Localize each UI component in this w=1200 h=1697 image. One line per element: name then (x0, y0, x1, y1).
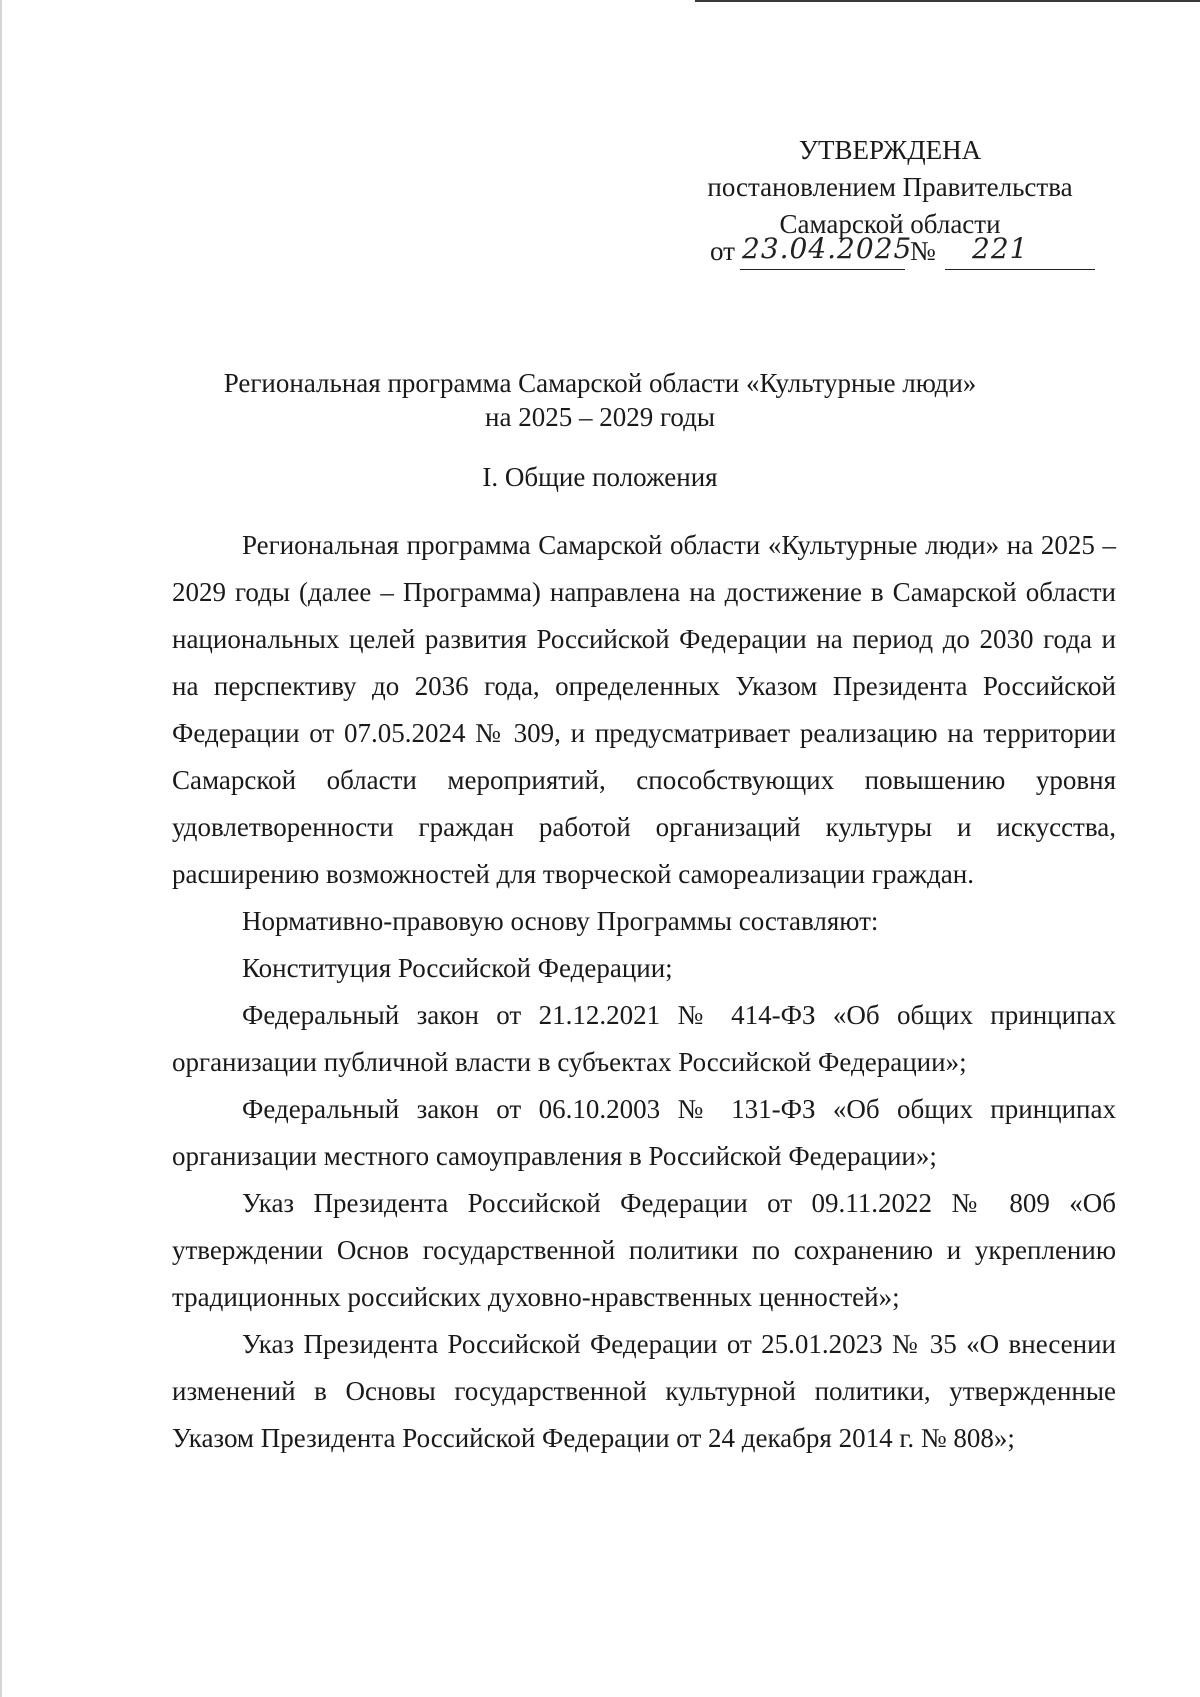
document-body (172, 522, 1116, 1462)
approval-stamp-block (680, 132, 1100, 243)
section-heading: I. Общие положения (482, 462, 718, 492)
paragraph-constitution: Конституция Российской Федерации; (242, 953, 673, 983)
paragraph-program-purpose: Региональная программа Самарской области «Культурные люди» на 2025 – 2029 годы (далее – Программа) направлена на достижение в Самарской области национальных целей развития Российской Федерации на период до 2030 года и на перспективу до 2036 года, определенных Указом Президента Российской Федерации от 07.05.2024 № 309, и предусматривает реализацию на территории Самарской области мероприятий, способствующих повышению уровня удовлетворенности граждан работой организаций культуры и искусства, расширению возможностей для творческой самореализации граждан. (172, 530, 1116, 889)
number-label: № (910, 236, 936, 266)
paragraph-decree-809: Указ Президента Российской Федерации от 09.11.2022 № 809 «Об утверждении Основ государственной политики по сохранению и укреплению традиционных российских духовно-нравственных ценностей»; (172, 1188, 1116, 1312)
date-underline (740, 269, 905, 270)
scan-left-edge (0, 0, 2, 1697)
handwritten-number: 221 (972, 232, 1029, 265)
paragraph-federal-law-131: Федеральный закон от 06.10.2003 № 131-ФЗ «Об общих принципах организации местного самоуправления в Российской Федерации»; (172, 1094, 1116, 1171)
approval-heading: УТВЕРЖДЕНА (798, 135, 982, 165)
handwritten-date: 23.04.2025 (742, 232, 913, 265)
paragraph-federal-law-414: Федеральный закон от 21.12.2021 № 414-ФЗ «Об общих принципах организации публичной власти в субъектах Российской Федерации»; (172, 1000, 1116, 1077)
approval-date-number-line (710, 232, 1100, 278)
number-underline (945, 269, 1095, 270)
from-label: от (710, 236, 735, 266)
paragraph-legal-basis-intro: Нормативно-правовую основу Программы составляют: (242, 906, 879, 936)
approval-region: Самарской области (779, 209, 1001, 239)
program-title-line-1: Региональная программа Самарской области «Культурные люди» (223, 368, 977, 398)
paragraph-decree-35: Указ Президента Российской Федерации от 25.01.2023 № 35 «О внесении изменений в Основы государственной культурной политики, утвержденные Указом Президента Российской Федерации от 24 декабря 2014 г. № 808»; (172, 1329, 1116, 1453)
program-title-line-2: на 2025 – 2029 годы (485, 402, 715, 432)
program-title (160, 366, 1040, 434)
top-edge-rule (695, 0, 1200, 2)
approval-issuer: постановлением Правительства (707, 172, 1073, 202)
